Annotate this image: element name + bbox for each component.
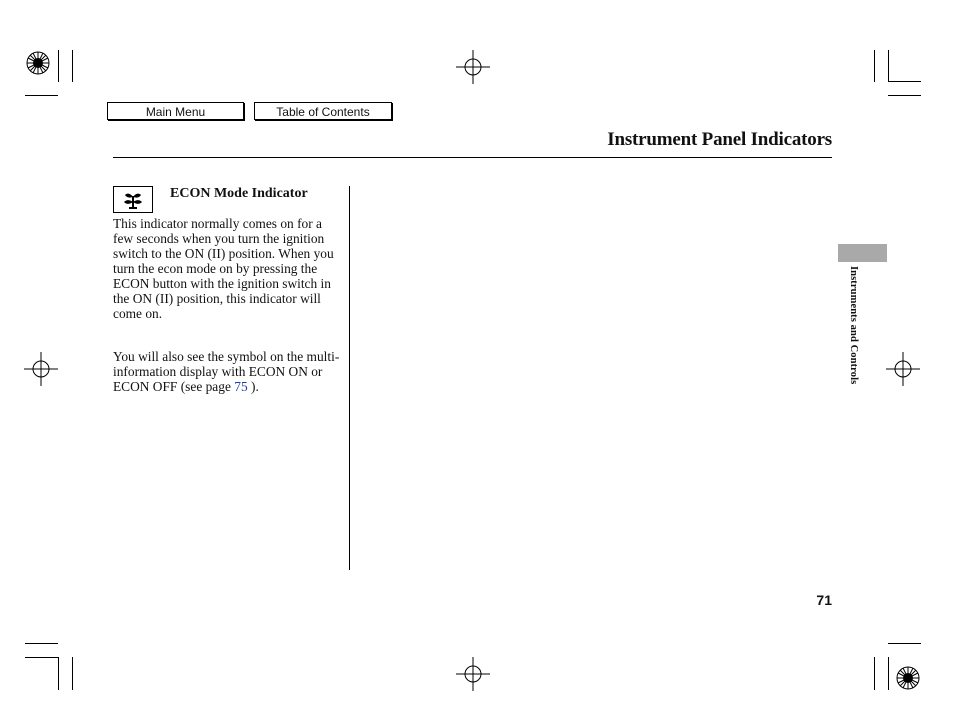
crosshair-icon — [456, 657, 490, 691]
section-heading: ECON Mode Indicator — [170, 186, 308, 201]
paragraph-text: You will also see the symbol on the multi-information display with ECON ON or ECON OFF (see page — [113, 349, 340, 394]
crosshair-icon — [886, 352, 920, 386]
econ-indicator-icon-box — [113, 186, 153, 213]
column-divider — [349, 186, 350, 570]
chapter-tab-label: Instruments and Controls — [848, 266, 859, 385]
body-paragraph: This indicator normally comes on for a few seconds when you turn the ignition switch to the ON (II) position. When you turn the econ mode on by pressing the ECON button with the ignition switch in the ON (II) position, this indicator will come on. — [113, 216, 334, 321]
table-of-contents-button[interactable]: Table of Contents — [254, 102, 392, 120]
body-paragraph — [113, 349, 345, 394]
starburst-icon — [25, 50, 51, 76]
title-divider — [113, 157, 832, 158]
chapter-tab-marker — [838, 244, 887, 262]
main-menu-button[interactable]: Main Menu — [107, 102, 244, 120]
paragraph-text: ). — [247, 379, 259, 394]
starburst-icon — [895, 665, 921, 691]
econ-leaf-icon — [114, 187, 152, 212]
page-number: 71 — [816, 592, 832, 608]
crosshair-icon — [456, 50, 490, 84]
crosshair-icon — [24, 352, 58, 386]
page-reference-link[interactable]: 75 — [234, 379, 248, 394]
page-title: Instrument Panel Indicators — [607, 129, 832, 150]
